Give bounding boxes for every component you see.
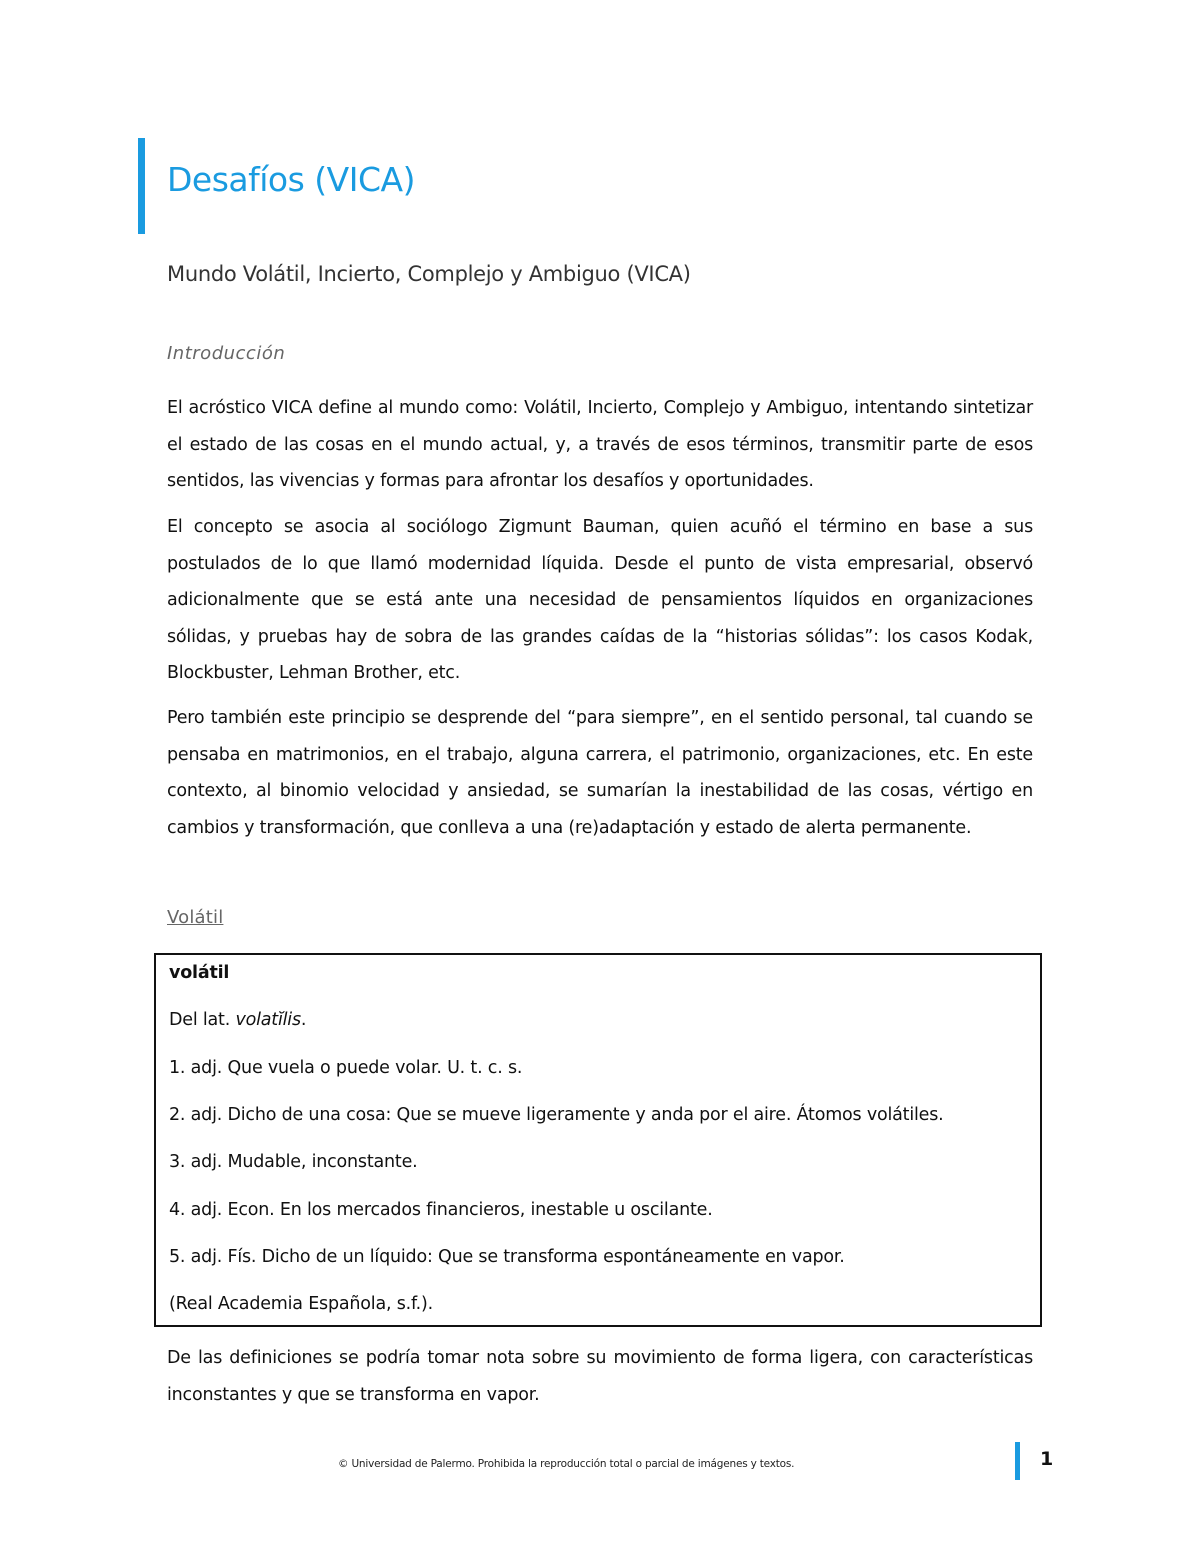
etymology-prefix: Del lat. — [169, 1010, 236, 1030]
paragraph-2 — [167, 509, 1033, 692]
paragraph-2-text: El concepto se asocia al sociólogo Zigmunt Bauman, quien acuñó el término en base a sus postulados de lo que llamó modernidad líquida. Desde el punto de vista empresarial, observó adicionalmente que se está ante una necesidad de pensamientos líquidos en organizaciones sólidas, y pruebas hay de sobra de las grandes caídas de la “historias sólidas”: los casos Kodak, Blockbuster, Lehman Brother, etc. — [167, 517, 1033, 683]
etymology-term: volatĭlis — [235, 1010, 301, 1030]
after-definition-text: De las definiciones se podría tomar nota sobre su movimiento de forma ligera, con características inconstantes y que se transforma en vapor. — [167, 1348, 1033, 1405]
definition-sense-1: 1. adj. Que vuela o puede volar. U. t. c. s. — [169, 1058, 523, 1078]
definition-sense-2: 2. adj. Dicho de una cosa: Que se mueve ligeramente y anda por el aire. Átomos volátiles. — [169, 1105, 944, 1125]
definition-word: volátil — [169, 963, 230, 983]
definition-source: (Real Academia Española, s.f.). — [169, 1294, 434, 1314]
page-subtitle: Mundo Volátil, Incierto, Complejo y Ambiguo (VICA) — [167, 262, 691, 286]
etymology-suffix: . — [300, 1010, 307, 1030]
after-definition-paragraph — [167, 1340, 1033, 1413]
definition-sense-4: 4. adj. Econ. En los mercados financieros, inestable u oscilante. — [169, 1200, 713, 1220]
definition-etymology — [169, 1010, 306, 1030]
paragraph-3 — [167, 700, 1033, 846]
section-title-volatil[interactable]: Volátil — [167, 907, 224, 928]
footer-copyright: © Universidad de Palermo. Prohibida la reproducción total o parcial de imágenes y textos. — [338, 1458, 795, 1470]
paragraph-3-text: Pero también este principio se desprende del “para siempre”, en el sentido personal, tal cuando se pensaba en matrimonios, en el trabajo, alguna carrera, el patrimonio, organizaciones, etc. En este contexto, al binomio velocidad y ansiedad, se sumarían la inestabilidad de las cosas, vértigo en cambios y transformación, que conlleva a una (re)adaptación y estado de alerta permanente. — [167, 708, 1033, 838]
paragraph-1 — [167, 390, 1033, 500]
definition-box — [154, 953, 1042, 1327]
definition-sense-3: 3. adj. Mudable, inconstante. — [169, 1152, 418, 1172]
paragraph-1-text: El acróstico VICA define al mundo como: Volátil, Incierto, Complejo y Ambiguo, intentando sintetizar el estado de las cosas en el mundo actual, y, a través de esos términos, transmitir parte de esos sentidos, las vivencias y formas para afrontar los desafíos y oportunidades. — [167, 398, 1033, 491]
title-accent-bar — [138, 138, 145, 234]
intro-heading: Introducción — [167, 343, 286, 364]
page-title: Desafíos (VICA) — [167, 160, 415, 199]
definition-sense-5: 5. adj. Fís. Dicho de un líquido: Que se transforma espontáneamente en vapor. — [169, 1247, 845, 1267]
page-number: 1 — [1040, 1448, 1054, 1470]
footer-accent-bar — [1015, 1442, 1020, 1480]
